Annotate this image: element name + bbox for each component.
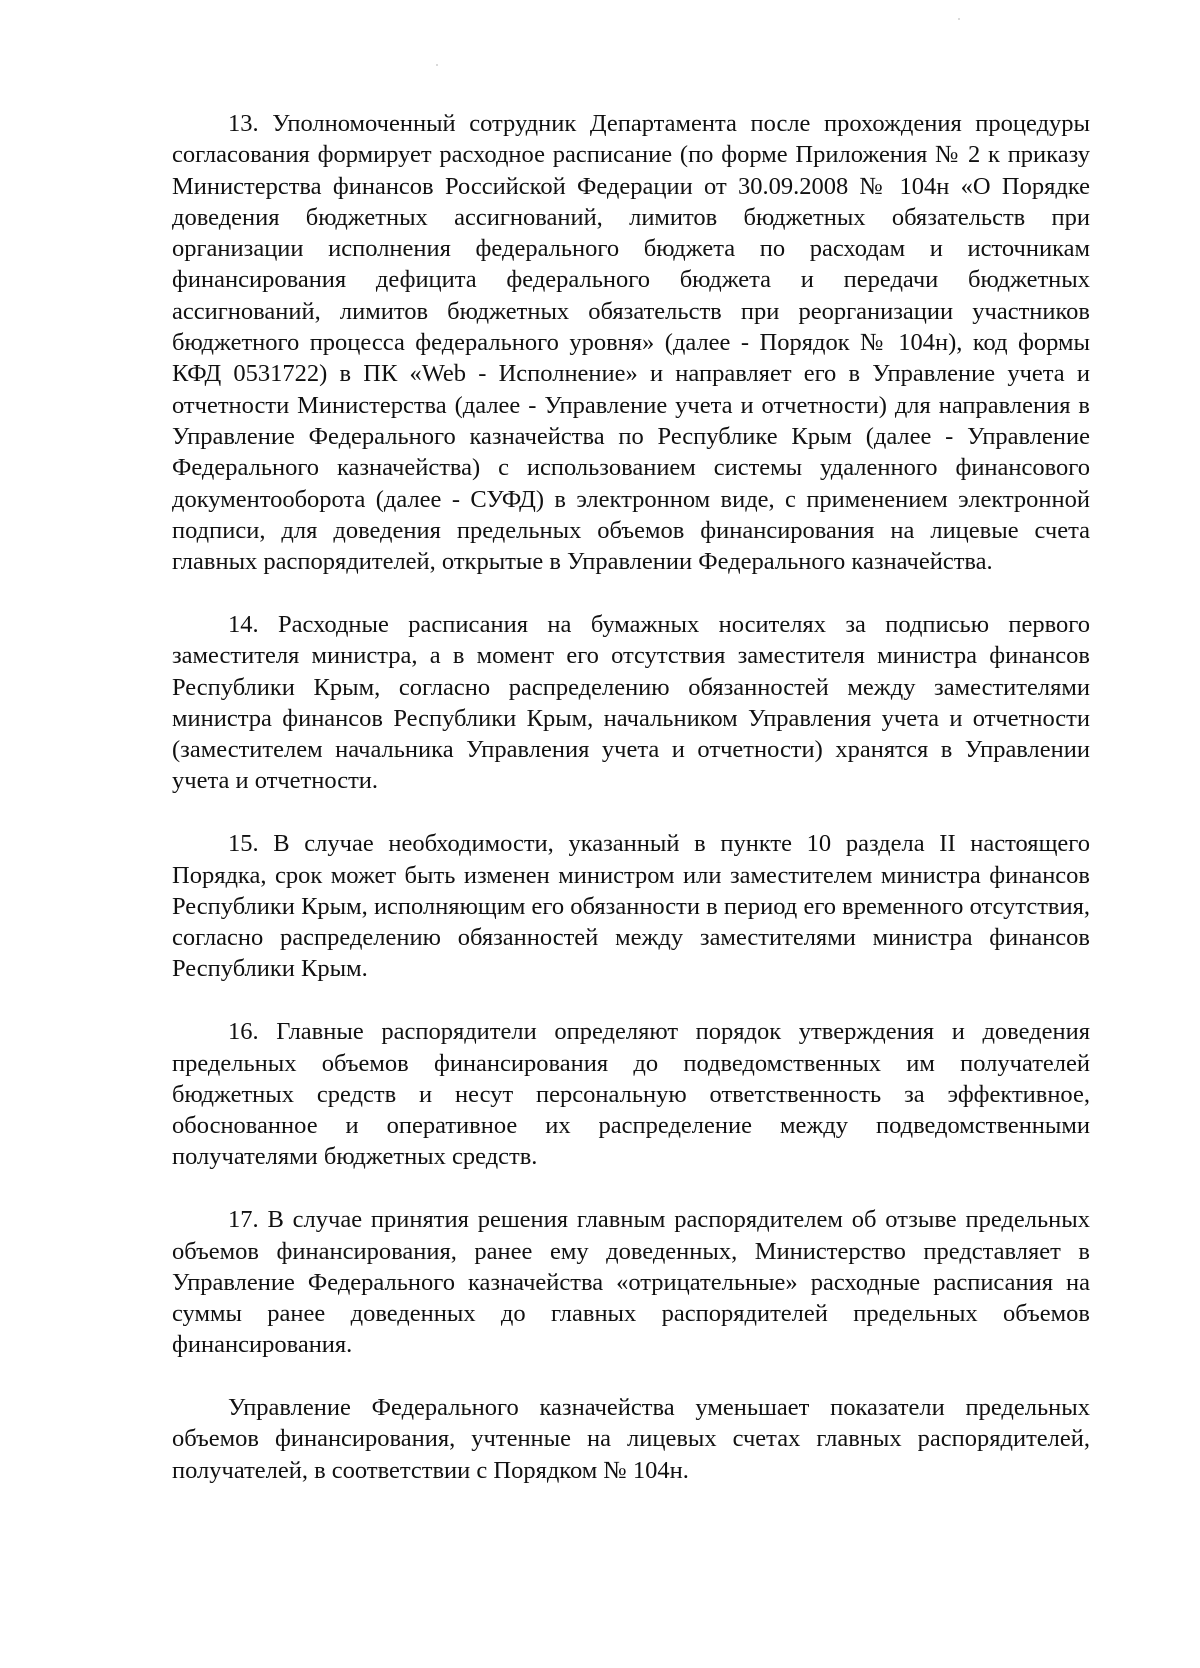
scan-speck (436, 64, 438, 66)
paragraph-14: 14. Расходные расписания на бумажных носителях за подписью первого заместителя министра, а в момент его отсутствия заместителя министра финансов Республики Крым, согласно распределению обязанностей между заместителями министра финансов Республики Крым, начальником Управления учета и отчетности (заместителем начальника Управления учета и отчетности) хранятся в Управлении учета и отчетности. (172, 610, 1090, 795)
paragraph-17: 17. В случае принятия решения главным распорядителем об отзыве предельных объемов финансирования, ранее ему доведенных, Министерство представляет в Управление Федерального казначейства «отрицательные» расходные расписания на суммы ранее доведенных до главных распорядителей предельных объемов финансирования. (172, 1206, 1090, 1359)
paragraph-15: 15. В случае необходимости, указанный в пункте 10 раздела II настоящего Порядка, срок может быть изменен министром или заместителем министра финансов Республики Крым, исполняющим его обязанности в период его временного отсутствия, согласно распределению обязанностей между заместителями министра финансов Республики Крым. (172, 830, 1090, 983)
paragraph-13: 13. Уполномоченный сотрудник Департамента после прохождения процедуры согласования формирует расходное расписание (по форме Приложения № 2 к приказу Министерства финансов Российской Федерации от 30.09.2008 № 104н «О Порядке доведения бюджетных ассигнований, лимитов бюджетных обязательств при организации исполнения федерального бюджета по расходам и источникам финансирования дефицита федерального бюджета и передачи бюджетных ассигнований, лимитов бюджетных обязательств при реорганизации участников бюджетного процесса федерального уровня» (далее - Порядок № 104н), код формы КФД 0531722) в ПК «Web - Исполнение» и направляет его в Управление учета и отчетности Министерства (далее - Управление учета и отчетности) для направления в Управление Федерального казначейства по Республике Крым (далее - Управление Федерального казначейства) с использованием системы удаленного финансового документооборота (далее - СУФД) в электронном виде, с применением электронной подписи, для доведения предельных объемов финансирования на лицевые счета главных распорядителей, открытые в Управлении Федерального казначейства. (172, 110, 1090, 576)
document-page (172, 108, 1090, 1486)
paragraph-17-continued: Управление Федерального казначейства уменьшает показатели предельных объемов финансирования, учтенные на лицевых счетах главных распорядителей, получателей, в соответствии с Порядком № 104н. (172, 1394, 1090, 1484)
scan-speck (958, 18, 960, 20)
paragraph-16: 16. Главные распорядители определяют порядок утверждения и доведения предельных объемов финансирования до подведомственных им получателей бюджетных средств и несут персональную ответственность за эффективное, обоснованное и оперативное их распределение между подведомственными получателями бюджетных средств. (172, 1018, 1090, 1171)
